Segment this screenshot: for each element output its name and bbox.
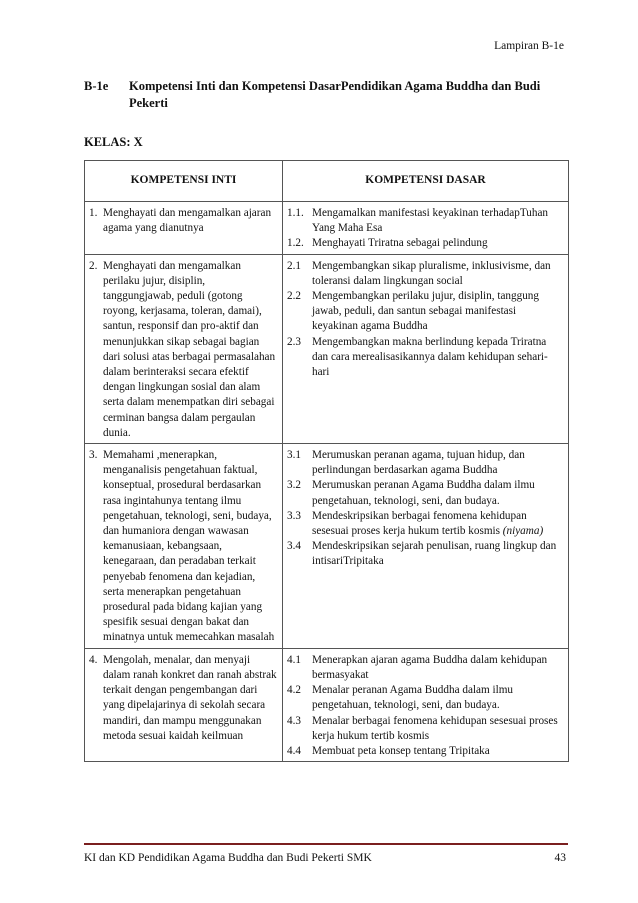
kd-text: Menghayati Triratna sebagai pelindung xyxy=(312,237,488,250)
footer-divider xyxy=(84,843,568,845)
kd-text: Mendeskripsikan sejarah penulisan, ruang lingkup dan intisariTripitaka xyxy=(312,540,557,568)
kd-text: Menerapkan ajaran agama Buddha dalam kehidupan bermasyakat xyxy=(312,653,548,681)
kd-cell xyxy=(283,202,569,255)
kd-item xyxy=(287,259,564,289)
footer-title: KI dan KD Pendidikan Agama Buddha dan Budi Pekerti SMK xyxy=(84,852,372,864)
kd-text: Mengembangkan sikap pluralisme, inklusivisme, dan toleransi dalam lingkungan social xyxy=(312,259,551,287)
kd-italic-term: (niyama) xyxy=(502,525,544,538)
kd-text: Membuat peta konsep tentang Tripitaka xyxy=(312,744,490,757)
header-kompetensi-dasar: KOMPETENSI DASAR xyxy=(283,161,569,202)
kd-text: Menalar peranan Agama Buddha dalam ilmu pengetahuan, teknologi, seni, dan budaya. xyxy=(312,684,513,712)
kd-text: Mendeskripsikan berbagai fenomena kehidupan sesesuai proses kerja hukum tertib kosmis xyxy=(312,509,527,538)
appendix-reference: Lampiran B-1e xyxy=(494,40,564,52)
kd-text: Mengamalkan manifestasi keyakinan terhadapTuhan Yang Maha Esa xyxy=(312,207,549,235)
title-text: Kompetensi Inti dan Kompetensi DasarPendidikan Agama Buddha dan Budi Pekerti xyxy=(129,79,541,110)
kd-item xyxy=(287,236,564,251)
ki-cell xyxy=(85,254,283,443)
kd-item xyxy=(287,335,564,381)
ki-text: Menghayati dan mengamalkan ajaran agama yang dianutnya xyxy=(103,207,272,235)
ki-number: 2. xyxy=(89,259,98,272)
kd-text: Merumuskan peranan Agama Buddha dalam ilmu pengetahuan, teknologi, seni, dan budaya. xyxy=(312,479,535,507)
table-row xyxy=(85,254,569,443)
ki-cell xyxy=(85,444,283,649)
kd-text: Merumuskan peranan agama, tujuan hidup, dan perlindungan berdasarkan agama Buddha xyxy=(312,449,525,477)
kd-text: Menalar berbagai fenomena kehidupan sesesuai proses kerja hukum tertib kosmis xyxy=(312,714,558,742)
ki-text: Menghayati dan mengamalkan perilaku jujur, disiplin, tanggungjawab, peduli (gotong royong, kerjasama, toleran, damai), santun, responsif dan pro-aktif dan menunjukkan sikap sebagai bagian dari solusi atas berbagai permasalahan dalam berinteraksi secara efektif dengan lingkungan sosial dan alam serta dalam menempatkan diri sebagai cerminan bangsa dalam pergaulan dunia. xyxy=(103,259,276,439)
kd-number: 4.3 xyxy=(287,714,301,727)
class-label: KELAS: X xyxy=(84,135,143,149)
kd-number: 2.3 xyxy=(287,335,301,348)
page-number: 43 xyxy=(554,852,566,864)
table-row xyxy=(85,202,569,255)
kd-cell xyxy=(283,444,569,649)
ki-number: 1. xyxy=(89,207,98,219)
kd-number: 3.2 xyxy=(287,479,301,492)
ki-text: Mengolah, menalar, dan menyaji dalam ranah konkret dan ranah abstrak terkait dengan pengembangan dari yang dipelajarinya di sekolah secara mandiri, dan mampu menggunakan metoda sesuai kaidah keilmuan xyxy=(103,653,277,742)
kd-cell xyxy=(283,648,569,761)
header-kompetensi-inti: KOMPETENSI INTI xyxy=(85,161,283,202)
kd-number: 4.4 xyxy=(287,744,301,757)
ki-text: Memahami ,menerapkan, menganalisis pengetahuan faktual, konseptual, prosedural berdasarkan rasa ingintahunya tentang ilmu pengetahuan, teknologi, seni, budaya, dan humaniora dengan wawasan kemanusiaan, kebangsaan, kenegaraan, dan peradaban terkait penyebab fenomena dan kejadian, serta menerapkan pengetahuan prosedural pada bidang kajian yang spesifik sesuai dengan bakat dan minatnya untuk memecahkan masalah xyxy=(103,449,275,644)
kd-item xyxy=(287,206,564,236)
kd-item xyxy=(287,653,564,683)
competency-table xyxy=(84,160,569,762)
document-title xyxy=(84,78,564,112)
ki-cell xyxy=(85,648,283,761)
table-row xyxy=(85,648,569,761)
ki-cell xyxy=(85,202,283,255)
kd-number: 1.1. xyxy=(287,207,304,219)
kd-item xyxy=(287,539,564,569)
ki-number: 4. xyxy=(89,653,98,666)
kd-item xyxy=(287,448,564,478)
kd-number: 1.2. xyxy=(287,237,304,250)
kd-item xyxy=(287,714,564,744)
ki-number: 3. xyxy=(89,449,98,462)
title-code: B-1e xyxy=(84,79,109,93)
kd-text-wrapper xyxy=(312,509,564,539)
kd-number: 3.4 xyxy=(287,540,301,553)
kd-cell xyxy=(283,254,569,443)
table-row xyxy=(85,444,569,649)
kd-number: 2.2 xyxy=(287,290,301,303)
kd-item xyxy=(287,289,564,335)
table-header-row xyxy=(85,161,569,202)
kd-item xyxy=(287,744,564,759)
kd-item xyxy=(287,478,564,508)
kd-number: 4.2 xyxy=(287,684,301,697)
kd-text: Mengembangkan perilaku jujur, disiplin, tanggung jawab, peduli, dan santun sebagai manifestasi keyakinan agama Buddha xyxy=(312,290,539,333)
kd-item xyxy=(287,683,564,713)
kd-number: 4.1 xyxy=(287,653,301,666)
kd-number: 2.1 xyxy=(287,259,301,272)
kd-number: 3.1 xyxy=(287,449,301,462)
kd-item xyxy=(287,509,564,539)
kd-number: 3.3 xyxy=(287,509,301,522)
kd-text: Mengembangkan makna berlindung kepada Triratna dan cara merealisasikannya dalam kehidupan sehari-hari xyxy=(312,335,548,379)
